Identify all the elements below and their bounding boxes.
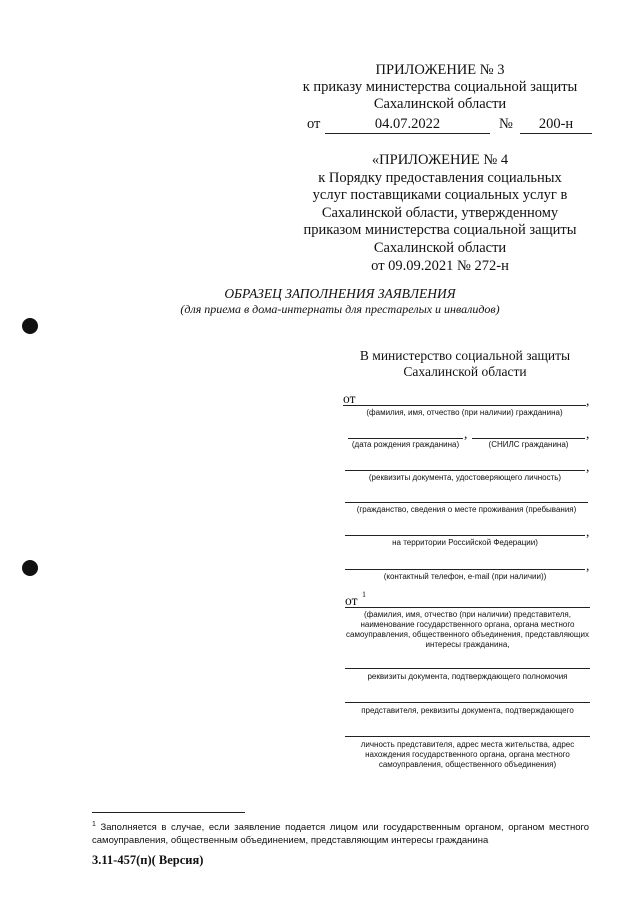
residence-caption: (гражданство, сведения о месте проживания (пребывания) (356, 505, 577, 514)
order-subtitle: к приказу министерства социальной защиты (302, 79, 578, 95)
order-region: Сахалинской области (373, 96, 507, 112)
territory-comma: , (586, 524, 590, 539)
applicant-from-label: от (343, 391, 356, 406)
identity-doc-caption: (реквизиты документа, удостоверяющего личность) (368, 473, 562, 482)
dob-comma: , (464, 426, 468, 441)
order-number: 200-н (538, 116, 574, 132)
authority-doc-line[interactable] (345, 668, 590, 669)
identity-doc-line[interactable] (345, 470, 585, 471)
authority-caption-3: личность представителя, адрес места жительства, адрес нахождения государственного органа, органа местного самоуправления, общественного объединения) (360, 740, 575, 769)
identity-doc-comma: , (586, 459, 590, 474)
punch-hole-bottom (22, 560, 38, 576)
fio-caption: (фамилия, имя, отчество (при наличии) гражданина) (366, 408, 563, 417)
representative-from-label: от (345, 593, 358, 608)
dob-line[interactable] (348, 438, 463, 439)
snils-line[interactable] (472, 438, 585, 439)
footnote-mark: 1 (92, 821, 96, 828)
snils-caption: (СНИЛС гражданина) (488, 440, 569, 449)
order-from-label: от (307, 116, 321, 132)
representative-line[interactable] (345, 607, 590, 608)
authority-caption-1: реквизиты документа, подтверждающего полномочия (367, 672, 568, 681)
territory-caption: на территории Российской Федерации) (392, 538, 538, 547)
order-title: ПРИЛОЖЕНИЕ № 3 (375, 62, 505, 78)
addressee-line-1: В министерство социальной защиты (359, 348, 571, 363)
footnote-text: Заполняется в случае, если заявление подается лицом или государственным органом, органом местного самоуправления, общественным объединением, представляющим интересы гражданина (92, 822, 590, 847)
applicant-fio-line[interactable] (343, 405, 586, 406)
territory-line[interactable] (345, 535, 585, 536)
sample-title: ОБРАЗЕЦ ЗАПОЛНЕНИЯ ЗАЯВЛЕНИЯ (224, 286, 456, 301)
appendix-line-6: Сахалинской области (373, 239, 507, 256)
representative-address-line[interactable] (345, 736, 590, 737)
appendix-line-5: приказом министерства социальной защиты (303, 222, 577, 239)
form-code: 3.11-457(п)( Версия) (92, 853, 204, 867)
dob-caption: (дата рождения гражданина) (351, 440, 460, 449)
appendix-title: «ПРИЛОЖЕНИЕ № 4 (371, 152, 509, 168)
representative-doc-line[interactable] (345, 702, 590, 703)
appendix-line-3: услуг поставщиками социальных услуг в (312, 187, 568, 204)
addressee (340, 348, 590, 380)
residence-line[interactable] (345, 502, 588, 503)
applicant-fio-comma: , (586, 393, 590, 408)
representative-footnote-mark: 1 (362, 590, 366, 599)
appendix-line-4: Сахалинской области, утвержденному (321, 204, 559, 221)
order-number-underline (520, 133, 592, 134)
footnote (92, 818, 589, 847)
contact-caption: (контактный телефон, e-mail (при наличии)) (383, 572, 547, 581)
appendix-line-2: к Порядку предоставления социальных (318, 169, 562, 186)
snils-comma: , (586, 426, 590, 441)
punch-hole-top (22, 318, 38, 334)
representative-caption: (фамилия, имя, отчество (при наличии) представителя, наименование государственного органа, органа местного самоуправления, общественного объединения, представляющих интересы гражданина, (346, 610, 589, 649)
appendix-line-7: от 09.09.2021 № 272-н (371, 257, 509, 274)
footnote-separator (92, 812, 245, 813)
contact-comma: , (586, 558, 590, 573)
appendix-header (290, 152, 590, 275)
order-header (290, 62, 590, 113)
authority-caption-2: представителя, реквизиты документа, подтверждающего (361, 706, 574, 715)
addressee-line-2: Сахалинской области (403, 364, 527, 379)
contact-line[interactable] (345, 569, 585, 570)
order-date: 04.07.2022 (374, 116, 441, 132)
sample-subtitle: (для приема в дома-интернаты для престарелых и инвалидов) (180, 302, 500, 316)
order-number-label: № (499, 116, 513, 132)
order-date-underline (325, 133, 490, 134)
